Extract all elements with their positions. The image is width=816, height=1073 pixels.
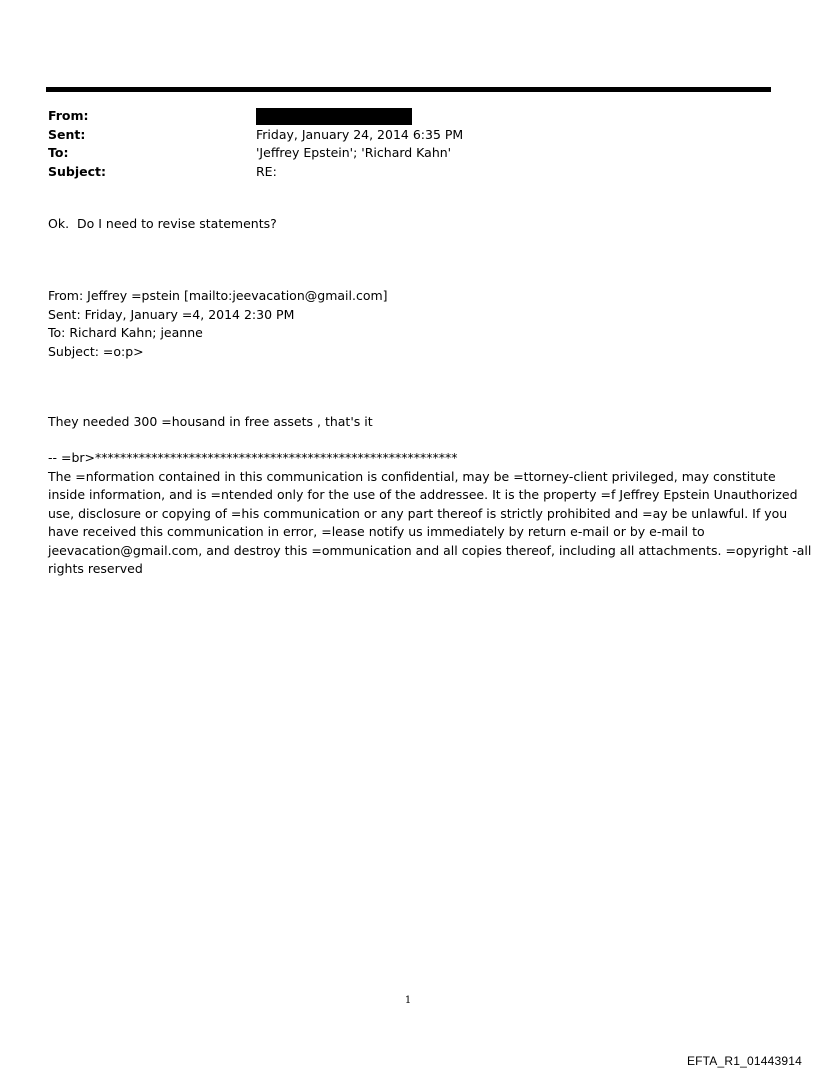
- top-rule: [46, 87, 771, 92]
- disclaimer-separator: -- =br>**********************************************************: [48, 450, 458, 465]
- page-number: 1: [404, 995, 412, 1006]
- from-row: [48, 107, 748, 126]
- to-value: 'Jeffrey Epstein'; 'Richard Kahn': [256, 145, 452, 160]
- subject-value: RE:: [256, 163, 277, 179]
- from-label: From:: [48, 108, 89, 123]
- reply-text: Ok. Do I need to revise statements?: [48, 216, 277, 231]
- disclaimer-line: use, disclosure or copying of =his communication or any part thereof is strictly prohibited and =ay be unlawful. If you: [48, 505, 788, 521]
- disclaimer-line: have received this communication in error, =lease notify us immediately by return e-mail or by e-mail to: [48, 524, 705, 539]
- disclaimer-line: inside information, and is =ntended only for the use of the addressee. It is the property =f Jeffrey Epstein Unauthorized: [48, 487, 798, 502]
- quoted-subject: Subject: =o:p>: [48, 343, 144, 359]
- sent-row: [48, 126, 748, 145]
- reply-body: [48, 215, 778, 234]
- from-value: [256, 107, 748, 126]
- disclaimer-line: rights reserved: [48, 561, 143, 576]
- email-header: [48, 107, 748, 181]
- quoted-header: [48, 287, 778, 361]
- subject-row: [48, 163, 748, 182]
- sent-label: Sent:: [48, 126, 86, 142]
- quoted-to: To: Richard Kahn; jeanne: [48, 325, 203, 340]
- to-label: To:: [48, 145, 69, 160]
- redaction-box: [256, 108, 412, 125]
- bates-number: EFTA_R1_01443914: [686, 1054, 802, 1068]
- disclaimer-line: The =nformation contained in this communication is confidential, may be =ttorney-client privileged, may constitute: [48, 468, 776, 484]
- subject-label: Subject:: [48, 163, 106, 179]
- disclaimer: [48, 449, 812, 579]
- quoted-from: From: Jeffrey =pstein [mailto:jeevacation@gmail.com]: [48, 288, 388, 303]
- disclaimer-line: jeevacation@gmail.com, and destroy this =ommunication and all copies thereof, including all attachments. =opyright -all: [48, 542, 812, 558]
- sent-value: Friday, January 24, 2014 6:35 PM: [256, 126, 464, 142]
- to-row: [48, 144, 748, 163]
- quoted-sent: Sent: Friday, January =4, 2014 2:30 PM: [48, 306, 295, 322]
- quoted-body-text: They needed 300 =housand in free assets , that's it: [48, 414, 373, 429]
- quoted-body: [48, 413, 778, 432]
